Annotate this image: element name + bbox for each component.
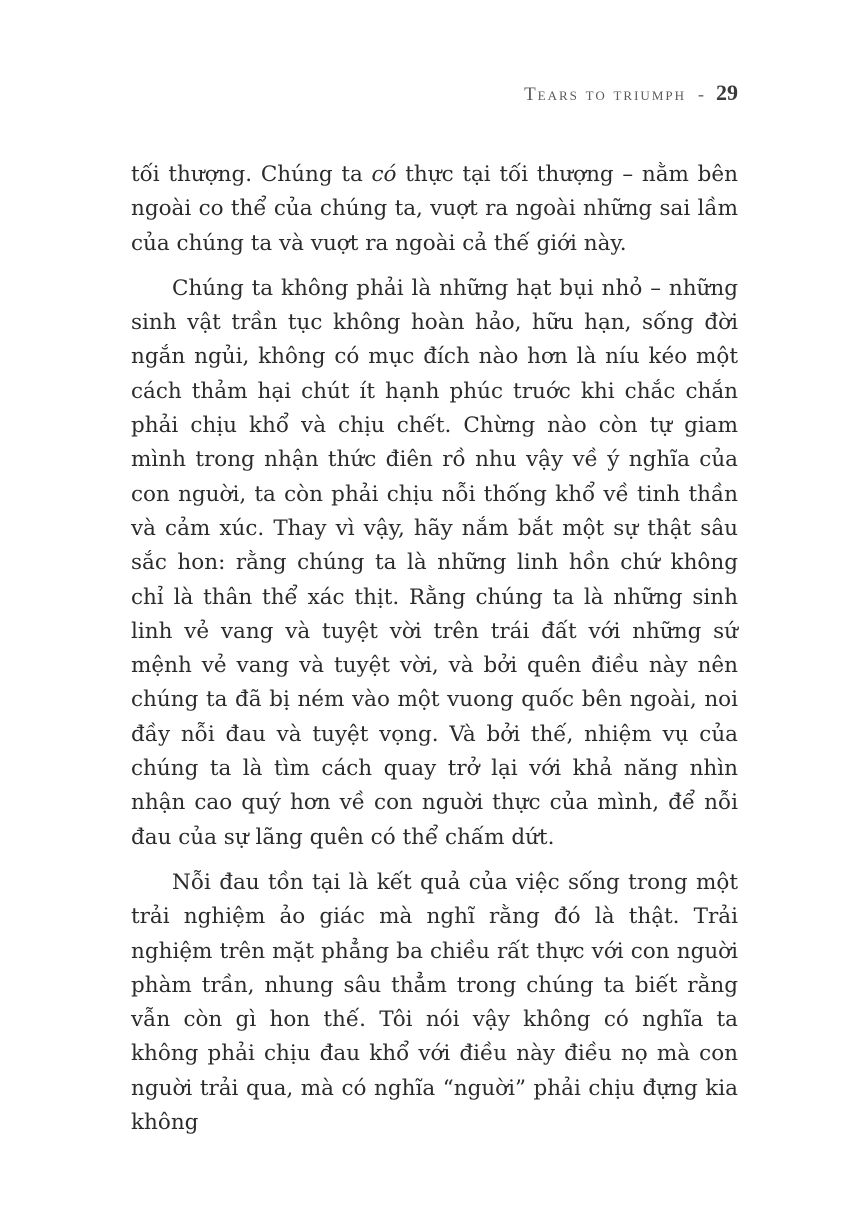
paragraph-2: Chúng ta không phải là những hạt bụi nhỏ – những sinh vật trần tục không hoàn hảo, hữu hạn, sống đời ngắn ngủi, không có mục đích nào hơn là níu kéo một cách thảm hại chút ít hạnh phúc truớc khi chắc chắn phải chịu khổ và chịu chết. Chừng nào còn tự giam mình trong nhận thức điên rồ nhu vậy về ý nghĩa của con nguời, ta còn phải chịu nỗi thống khổ về tinh thần và cảm xúc. Thay vì vậy, hãy nắm bắt một sự thật sâu sắc hon: rằng chúng ta là những linh hồn chứ không chỉ là thân thể xác thịt. Rằng chúng ta là những sinh linh vẻ vang và tuyệt vời trên trái đất với những sứ mệnh vẻ vang và tuyệt vời, và bởi quên điều này nên chúng ta đã bị ném vào một vuong quốc bên ngoài, noi đầy nỗi đau và tuyệt vọng. Và bởi thế, nhiệm vụ của chúng ta là tìm cách quay trở lại với khả năng nhìn nhận cao quý hơn về con nguời thực của mình, để nỗi đau của sự lãng quên có thể chấm dứt.: [131, 275, 738, 850]
body-text: [131, 158, 738, 1151]
paragraph-3: Nỗi đau tồn tại là kết quả của việc sống trong một trải nghiệm ảo giác mà nghĩ rằng đó là thật. Trải nghiệm trên mặt phẳng ba chiều rất thực với con nguời phàm trần, nhung sâu thẳm trong chúng ta biết rằng vẫn còn gì hon thế. Tôi nói vậy không có nghĩa ta không phải chịu đau khổ với điều này điều nọ mà con nguời trải qua, mà có nghĩa “nguời” phải chịu đựng kia không: [131, 869, 738, 1136]
paragraph-1-start: tối thượng. Chúng ta: [131, 162, 372, 187]
page-number: 29: [716, 80, 738, 105]
paragraph-1-emphasis: có: [371, 162, 397, 187]
paragraph-1-end: thực tại tối thượng – nằm bên ngoài co thể của chúng ta, vuợt ra ngoài những sai lầm của chúng ta và vuợt ra ngoài cả thế giới này.: [131, 162, 738, 256]
paragraph-1: [131, 158, 738, 261]
header-separator: -: [698, 84, 704, 104]
running-header: [524, 80, 738, 106]
book-title: Tears to triumph: [524, 84, 686, 105]
